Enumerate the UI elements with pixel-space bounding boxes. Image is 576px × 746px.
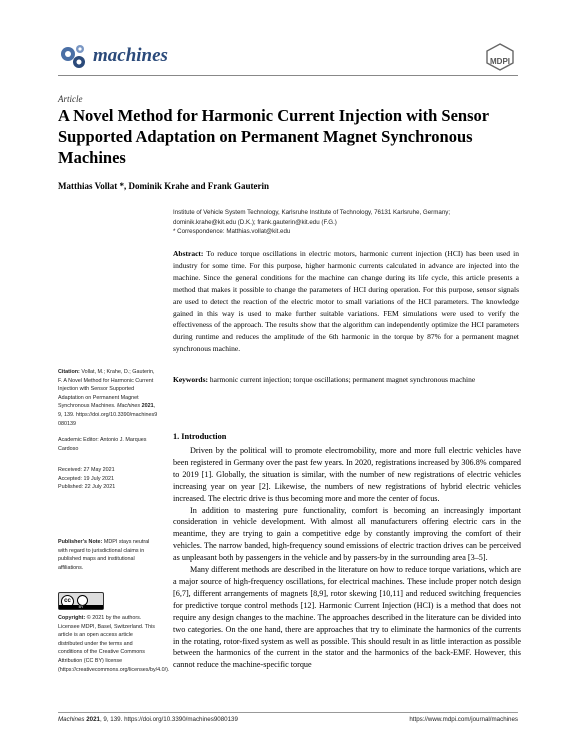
footer-year: 2021 xyxy=(86,716,100,723)
keywords-text: harmonic current injection; torque oscillations; permanent magnet synchronous machine xyxy=(209,375,476,384)
cc-icon: cc xyxy=(61,595,74,608)
section-heading: 1. Introduction xyxy=(173,432,227,441)
affiliation-line: dominik.krahe@kit.edu (D.K.); frank.gauterin@kit.edu (F.G.) xyxy=(173,218,337,226)
cc-by-text: BY xyxy=(59,605,103,609)
published-date: Published: 22 July 2021 xyxy=(58,484,116,491)
citation-block xyxy=(58,368,158,428)
author-list: Matthias Vollat *, Dominik Krahe and Frank Gauterin xyxy=(58,181,270,191)
publisher-note-text: MDPI stays neutral with regard to jurisdictional claims in published maps and institutional affiliations. xyxy=(58,539,150,571)
citation-year: 2021 xyxy=(141,403,154,410)
footer-citation-rest: , 9, 139. https://doi.org/10.3390/machines9080139 xyxy=(99,716,238,723)
footer-journal-url[interactable]: https://www.mdpi.com/journal/machines xyxy=(409,716,518,723)
abstract-text: To reduce torque oscillations in electric motors, harmonic current injection (HCI) has been used in industry for some time. For this purpose, higher harmonic currents calculated in advance are injected into the machine. Since the general conditions for the machine can change during its life cycle, this article presents a method that makes it possible to change the parameters of HCI during operation. For this purpose, sensor signals are used to detect the reaction of the electric motor to small variations of the HCI parameters. The knowledge gained in this way is used to make further suitable variations. FEM simulations were used to verify the effectiveness of the approach. The results show that the algorithm can independently optimize the HCI parameters during runtime and reduces the amplitude of the 6th harmonic in the torque by 87% for a permanent magnet synchronous machine. xyxy=(173,249,519,354)
copyright-text: © 2021 by the authors. Licensee MDPI, Basel, Switzerland. This article is an open access article distributed under the terms and conditions of the Creative Commons Attribution (CC BY) license (https://creativecommons.org/licenses/by/4.0/). xyxy=(58,615,170,673)
citation-volume: , 9, 139. xyxy=(58,403,156,418)
correspondence-line: * Correspondence: Matthias.vollat@kit.edu xyxy=(173,228,291,235)
received-date: Received: 27 May 2021 xyxy=(58,467,115,473)
body-paragraph: Many different methods are described in the literature on how to reduce torque variations, which are a major source of high-frequency oscillations, for electrical machines. These include proper notch design [6,7], different arrangements of magnets [8,9], rotor skewing [10,11] and reduced switching frequencies for predictive torque control methods [12]. Harmonic Current Injection (HCI) is a method that does not require any design changes to the machine. The approaches described in the literature can be divided into two categories. On the one hand, there are approaches that try to eliminate the harmonics of the currents in the rotating, rotor-fixed system as well as possible. This should result in as little interaction as possible between the harmonics of the current in the stator and the harmonics of the back-EMF. However, this cannot reduce the machine-specific torque xyxy=(173,565,521,670)
publisher-note-label: Publisher’s Note: xyxy=(58,539,103,545)
article-title: A Novel Method for Harmonic Current Injection with Sensor Supported Adaptation on Permanent Magnet Synchronous Machines xyxy=(58,106,489,167)
citation-doi-link[interactable]: https://doi.org/10.3390/machines9080139 xyxy=(58,411,158,427)
introduction-body xyxy=(173,445,521,671)
body-paragraph: In addition to mastering pure functionality, comfort is becoming an increasingly important consideration in vehicle development. With almost all manufacturers offering electric cars in the meantime, they are trying to gain a competitive edge by constantly improving the comfort of their vehicles. The narrow banded, high-frequency sound emissions of electric traction drives can be perceived as unpleasant both by passengers in the vehicle and by passers-by in the surrounding area [3–5]. xyxy=(173,505,521,563)
publisher-note xyxy=(58,538,158,572)
footer-journal: Machines xyxy=(58,716,85,723)
footer-divider xyxy=(58,712,518,713)
copyright-block xyxy=(58,614,170,674)
affiliation-line: Institute of Vehicle System Technology, Karlsruhe Institute of Technology, 76131 Karlsruhe, Germany; xyxy=(173,209,451,216)
citation-label: Citation: xyxy=(58,369,80,375)
keywords xyxy=(173,374,519,386)
citation-text: Vollat, M.; Krahe, D.; Gauterin, F. A Novel Method for Harmonic Current Injection with Sensor Supported Adaptation on Permanent Magnet Synchronous Machines. xyxy=(58,369,155,410)
cc-by-license-icon[interactable] xyxy=(58,592,104,610)
footer-citation xyxy=(58,716,238,723)
journal-name: machines xyxy=(93,45,168,66)
citation-journal: Machines xyxy=(117,403,141,410)
article-type: Article xyxy=(58,94,83,104)
abstract xyxy=(173,248,519,355)
dates-block xyxy=(58,466,158,492)
body-paragraph: Driven by the political will to promote electromobility, more and more full electric vehicles have been registered in Germany over the past few years. In 2020, registrations increased by 306.8% compared to 2019 [1]. Globally, the situation is similar, with the number of new registrations of electric vehicles increasing year on year [2]. Likewise, the numbers of new registrations of hybrid electric vehicles increased. The electric drive is thus becoming more and more the center of focus. xyxy=(173,446,521,503)
keywords-label: Keywords: xyxy=(173,375,208,384)
academic-editor: Academic Editor: Antonio J. Marques Cardoso xyxy=(58,437,147,452)
mdpi-logo-text: MDPI xyxy=(490,57,510,66)
copyright-label: Copyright: xyxy=(58,615,86,621)
header-divider xyxy=(58,75,518,76)
journal-logo-icon xyxy=(58,42,88,72)
accepted-date: Accepted: 19 July 2021 xyxy=(58,475,115,482)
affiliations xyxy=(173,208,523,237)
abstract-label: Abstract: xyxy=(173,249,204,258)
